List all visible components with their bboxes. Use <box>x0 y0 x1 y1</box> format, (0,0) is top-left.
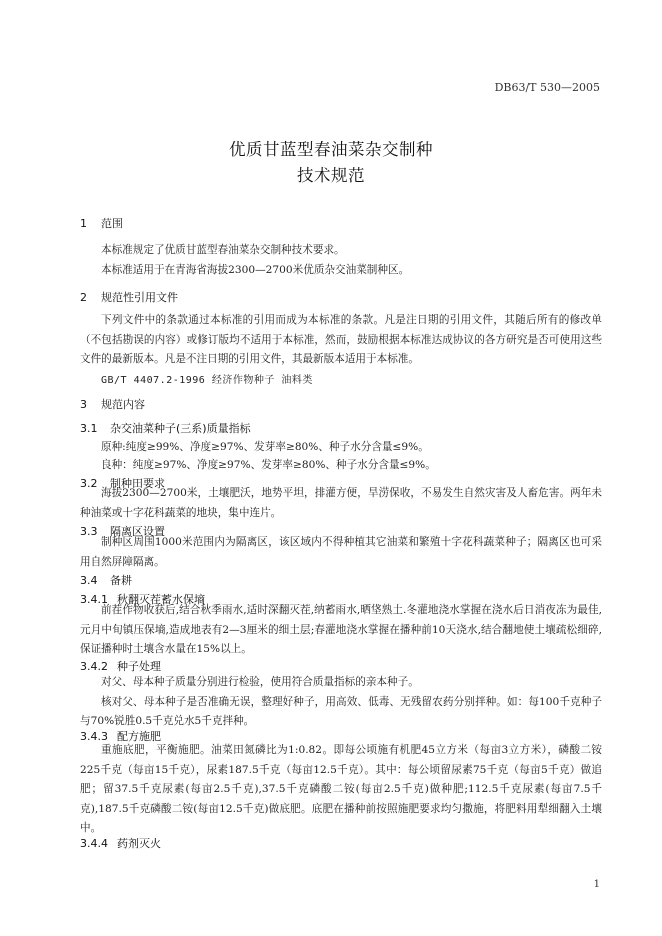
section-2-heading <box>80 289 178 305</box>
section-3-3-text: 制种区周围1000米范围内为隔离区，该区域内不得种植其它油菜和繁殖十字花科蔬菜种子；隔离区也可采用自然屏障隔离。 <box>80 536 602 568</box>
section-3-4-4-heading <box>80 835 161 851</box>
section-number: 3 <box>80 398 87 411</box>
section-number: 1 <box>80 217 87 230</box>
section-title: 制种田要求 <box>110 477 165 490</box>
section-3-4-2-text-2: 核对父、母本种子是否准确无误，整理好种子，用高效、低毒、无残留农药分别拌种。如：每100千克种子与70%锐胜0.5千克兑水5千克拌种。 <box>80 695 602 728</box>
section-3-4-heading <box>80 572 132 588</box>
section-2-para-text: 下列文件中的条款通过本标准的引用而成为本标准的条款。凡是注日期的引用文件，其随后所有的修改单（不包括勘误的内容）或修订版均不适用于本标准，然而，鼓励根据本标准达成协议的各方研究是否可使用这些文件的最新版本。凡是不注日期的引用文件，其最新版本适用于本标准。 <box>80 314 602 366</box>
standard-number: DB63/T 530—2005 <box>494 81 600 94</box>
section-1-heading <box>80 215 123 231</box>
section-title: 规范性引用文件 <box>101 291 178 304</box>
section-3-2-text: 海拔2300—2700米，土壤肥沃，地势平坦，排灌方便，旱涝保收，不易发生自然灾害及人畜危害。两年未种油菜或十字花科蔬菜的地块，集中连片。 <box>80 487 602 519</box>
document-title-line1: 优质甘蓝型春油菜杂交制种 <box>229 140 433 159</box>
section-3-3-para <box>80 533 602 572</box>
section-title: 杂交油菜种子(三系)质量指标 <box>110 422 251 435</box>
quality-improved-seed: 良种：纯度≥97%、净度≥97%、发芽率≥80%、种子水分含量≤9%。 <box>101 459 436 471</box>
section-3-heading <box>80 396 145 412</box>
section-number: 3.3 <box>80 525 98 538</box>
section-1-para-2: 本标准适用于在青海省海拔2300—2700米优质杂交油菜制种区。 <box>101 264 410 276</box>
section-number: 2 <box>80 291 87 304</box>
reference-standard: GB/T 4407.2-1996 经济作物种子 油料类 <box>101 375 313 386</box>
section-2-para <box>80 311 602 370</box>
section-title: 种子处理 <box>117 660 161 673</box>
section-3-4-3-text: 重施底肥，平衡施肥。油菜田氮磷比为1:0.82。即每公顷施有机肥45立方米（每亩3立方米），磷酸二铵225千克（每亩15千克），尿素187.5千克（每亩12.5千克）。其中：每公顷留尿素75千克（每亩5千克）做追肥；留37.5千克尿素(每亩2.5千克),37.5千克磷酸二铵(每亩2.5千克)做种肥;112.5千克尿素(每亩7.5千克),187.5千克磷酸二铵(每亩12.5千克)做底肥。底肥在播种前按照施肥要求均匀撒施，将肥料用犁细翻入土壤中。 <box>80 744 602 835</box>
section-title: 规范内容 <box>101 398 145 411</box>
section-title: 范围 <box>101 217 123 230</box>
section-number: 3.4 <box>80 574 98 587</box>
section-title: 配方施肥 <box>117 730 161 743</box>
page-number: 1 <box>593 879 600 890</box>
section-number: 3.2 <box>80 477 98 490</box>
document-title-line2: 技术规范 <box>297 166 365 185</box>
section-title: 备耕 <box>110 574 132 587</box>
section-number: 3.4.3 <box>80 730 108 743</box>
section-number: 3.4.4 <box>80 837 108 850</box>
section-3-4-2-text-1: 对父、母本种子质量分别进行检验，使用符合质量指标的亲本种子。 <box>101 676 419 688</box>
section-3-4-2-heading <box>80 658 161 674</box>
section-number: 3.4.1 <box>80 593 108 606</box>
section-title: 隔离区设置 <box>110 525 165 538</box>
section-3-4-3-para <box>80 741 602 839</box>
section-3-4-2-para <box>80 673 602 732</box>
section-title: 药剂灭火 <box>117 837 161 850</box>
section-title: 秋翻灭茬蓄水保墒 <box>117 593 205 606</box>
section-3-1-heading <box>80 420 251 436</box>
section-3-2-para <box>80 484 602 523</box>
section-1-para-1: 本标准规定了优质甘蓝型春油菜杂交制种技术要求。 <box>101 244 345 256</box>
section-3-4-1-text: 前茬作物收获后,结合秋季雨水,适时深翻灭茬,纳蓄雨水,晒垡熟土.冬灌地浇水掌握在浇水后日消夜冻为最佳,元月中旬镇压保墒,造成地表有2—3厘米的细土层;春灌地浇水掌握在播种前10天浇水,结合翻地使土壤疏松细碎,保证播种时土壤含水量在15%以上。 <box>80 604 602 656</box>
section-3-4-1-para <box>80 601 602 660</box>
section-number: 3.4.2 <box>80 660 108 673</box>
section-number: 3.1 <box>80 422 98 435</box>
quality-original-seed: 原种:纯度≥99%、净度≥97%、发芽率≥80%、种子水分含量≤9%。 <box>101 441 429 453</box>
